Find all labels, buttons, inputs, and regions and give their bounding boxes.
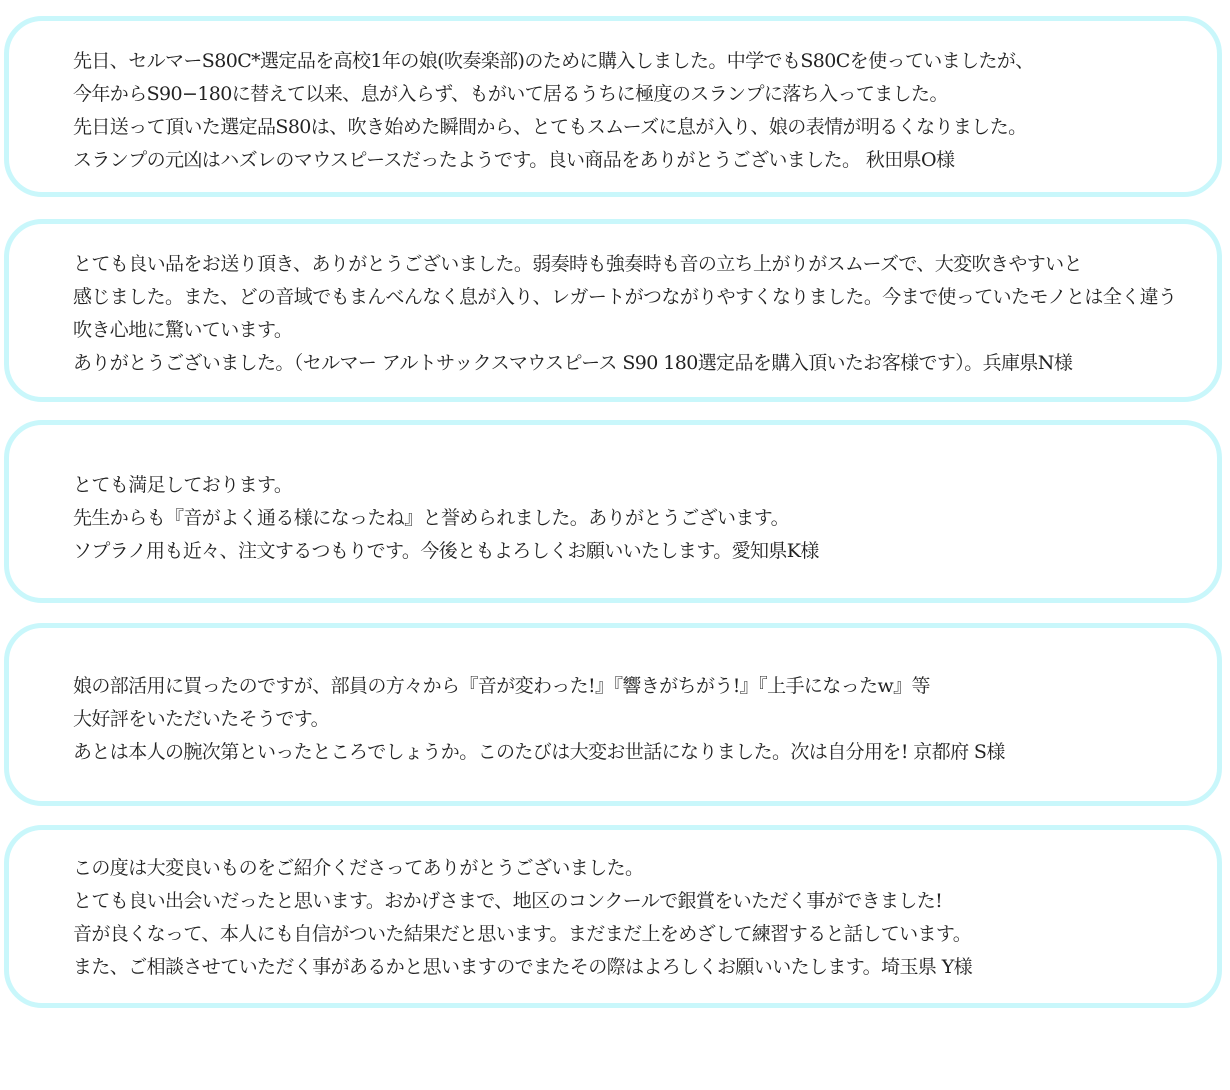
testimonial-line: 先日、セルマーS80C*選定品を高校1年の娘(吹奏楽部)のために購入しました。中学でもS80Cを使っていましたが、 — [73, 50, 1034, 72]
testimonial-line: 先生からも『音がよく通る様になったね』と誉められました。ありがとうございます。 — [73, 507, 790, 529]
testimonial-text-3 — [73, 469, 1197, 568]
testimonial-line: 吹き心地に驚いています。 — [73, 319, 293, 341]
testimonial-line: とても良い出会いだったと思います。おかげさまで、地区のコンクールで銀賞をいただく事ができました! — [73, 890, 943, 912]
testimonial-line: スランプの元凶はハズレのマウスピースだったようです。良い商品をありがとうございました。 秋田県O様 — [73, 149, 955, 171]
testimonial-line: 先日送って頂いた選定品S80は、吹き始めた瞬間から、とてもスムーズに息が入り、娘の表情が明るくなりました。 — [73, 116, 1027, 138]
testimonial-text-2 — [73, 248, 1197, 380]
testimonial-card-5 — [4, 825, 1222, 1008]
testimonial-line: 娘の部活用に買ったのですが、部員の方々から『音が変わった!』『響きがちがう!』『上手になったw』等 — [73, 675, 930, 697]
testimonial-line: 音が良くなって、本人にも自信がついた結果だと思います。まだまだ上をめざして練習すると話しています。 — [73, 923, 972, 945]
testimonial-line: この度は大変良いものをご紹介くださってありがとうございました。 — [73, 857, 644, 879]
testimonial-line: ソプラノ用も近々、注文するつもりです。今後ともよろしくお願いいたします。愛知県K様 — [73, 540, 819, 562]
testimonial-card-4 — [4, 623, 1222, 806]
testimonial-line: また、ご相談させていただく事があるかと思いますのでまたその際はよろしくお願いいたします。埼玉県 Y様 — [73, 956, 973, 978]
testimonial-card-3 — [4, 420, 1222, 603]
testimonial-text-4 — [73, 670, 1197, 769]
testimonial-line: あとは本人の腕次第といったところでしょうか。このたびは大変お世話になりました。次は自分用を! 京都府 S様 — [73, 741, 1005, 763]
testimonial-line: 今年からS90−180に替えて以来、息が入らず、もがいて居るうちに極度のスランプに落ち入ってました。 — [73, 83, 948, 105]
testimonial-card-1 — [4, 16, 1222, 197]
testimonial-line: ありがとうございました。（セルマー アルトサックスマウスピース S90 180選定品を購入頂いたお客様です）。兵庫県N様 — [73, 352, 1073, 374]
testimonial-line: 感じました。また、どの音域でもまんべんなく息が入り、レガートがつながりやすくなりました。今まで使っていたモノとは全く違う — [73, 286, 1177, 308]
testimonial-line: とても満足しております。 — [73, 474, 293, 496]
testimonial-text-1 — [73, 45, 1197, 177]
testimonial-text-5 — [73, 852, 1197, 984]
testimonial-line: とても良い品をお送り頂き、ありがとうございました。弱奏時も強奏時も音の立ち上がりがスムーズで、大変吹きやすいと — [73, 253, 1082, 275]
testimonial-line: 大好評をいただいたそうです。 — [73, 708, 330, 730]
testimonial-card-2 — [4, 219, 1222, 402]
